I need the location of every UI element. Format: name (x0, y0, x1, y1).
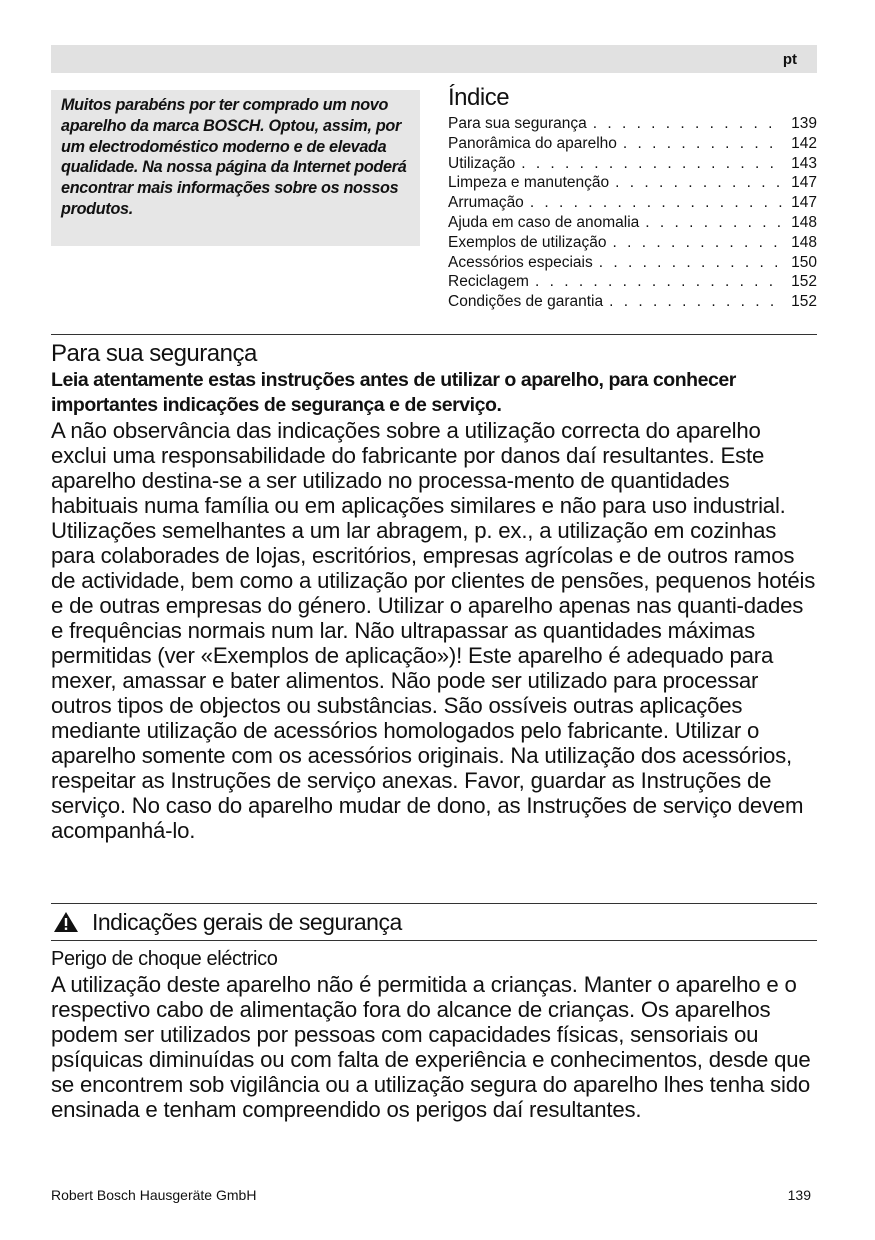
intro-text: Muitos parabéns por ter comprado um novo aparelho da marca BOSCH. Optou, assim, por um electrodoméstico moderno e de elevada qualidade. Na nossa página da Internet poderá encontrar mais informações sobre os nossos produtos. (61, 96, 407, 218)
toc-item-page: 152 (791, 273, 817, 291)
toc-item-page: 139 (791, 115, 817, 132)
footer-page-number: 139 (787, 1187, 811, 1203)
toc-leader-dots (609, 292, 783, 312)
language-code: pt (782, 51, 797, 68)
page-footer (51, 1187, 811, 1203)
toc-item-page: 148 (791, 233, 817, 251)
toc-item-page: 143 (791, 154, 817, 172)
toc-leader-dots (593, 114, 783, 134)
toc-list (448, 114, 817, 312)
toc-item-title: Reciclagem (448, 273, 529, 291)
footer-company: Robert Bosch Hausgeräte GmbH (51, 1187, 257, 1203)
toc-item-title: Ajuda em caso de anomalia (448, 213, 640, 231)
general-safety-heading: Indicações gerais de segurança (92, 908, 402, 935)
toc-item[interactable] (448, 173, 817, 193)
toc-item-page: 150 (791, 253, 817, 271)
toc-item-page: 142 (791, 134, 817, 152)
toc-leader-dots (521, 154, 783, 174)
toc-item[interactable] (448, 272, 817, 292)
toc-item-page: 147 (791, 194, 817, 212)
toc-item[interactable] (448, 134, 817, 154)
electric-shock-body: A utilização deste aparelho não é permitida a crianças. Manter o aparelho e o respectivo cabo de alimentação fora do alcance de crianças. Os aparelhos podem ser utilizados por pessoas com capacidades físicas, sensoriais ou psíquicas diminuídas ou com falta de experiência e conhecimentos, desde que se encontrem sob vigilância ou a utilização segura do aparelho lhes tenha sido ensinada e tenham compreendido os perigos daí resultantes. (51, 972, 811, 1122)
safety-heading: Para sua segurança (51, 340, 257, 367)
divider-line (51, 334, 817, 335)
safety-section (51, 340, 821, 843)
toc-leader-dots (613, 233, 783, 253)
table-of-contents (448, 84, 817, 312)
toc-item[interactable] (448, 114, 817, 134)
toc-item-title: Condições de garantia (448, 293, 604, 311)
toc-leader-dots (615, 173, 783, 193)
toc-item-title: Para sua segurança (448, 115, 587, 132)
toc-leader-dots (645, 213, 783, 233)
toc-item-page: 148 (791, 213, 817, 231)
intro-box (51, 90, 420, 246)
language-bar (51, 45, 817, 73)
toc-item-page: 152 (791, 293, 817, 311)
toc-item-title: Acessórios especiais (448, 253, 593, 271)
toc-leader-dots (599, 253, 783, 273)
toc-item[interactable] (448, 213, 817, 233)
toc-item-title: Utilização (448, 154, 516, 172)
safety-body: A não observância das indicações sobre a utilização correcta do aparelho exclui uma responsabilidade do fabricante por danos daí resultantes. Este aparelho destina-se a ser utilizado no processa-mento de quantidades habituais numa família ou em aplicações similares e não para uso industrial. Utilizações semelhantes a um lar abragem, p. ex., a utilização em cozinhas para colaborades de lojas, escritórios, empresas agrícolas e de outros ramos de actividade, bem como a utilização por clientes de pensões, pequenos hotéis e de outras empresas do género. Utilizar o aparelho apenas nas quanti-dades e frequências normais num lar. Não ultrapassar as quantidades máximas permitidas (ver «Exemplos de aplicação»)! Este aparelho é adequado para mexer, amassar e bater alimentos. Não pode ser utilizado para processar outros tipos de objectos ou substâncias. São ossíveis outras aplicações mediante utilização de acessórios homologados pelo fabricante. Utilizar o aparelho somente com os acessórios originais. Na utilização dos acessórios, respeitar as Instruções de serviço anexas. Favor, guardar as Instruções de serviço. No caso do aparelho mudar de dono, as Instruções de serviço devem acompanhá-lo. (51, 418, 816, 843)
toc-title: Índice (448, 84, 510, 111)
general-safety-header (51, 906, 817, 938)
divider-line (51, 903, 817, 904)
toc-item[interactable] (448, 154, 817, 174)
electric-shock-section (51, 946, 821, 1122)
toc-item[interactable] (448, 292, 817, 312)
warning-icon (53, 911, 79, 933)
toc-item-title: Exemplos de utilização (448, 233, 607, 251)
electric-shock-heading: Perigo de choque eléctrico (51, 948, 278, 970)
toc-leader-dots (530, 193, 783, 213)
safety-lead: Leia atentamente estas instruções antes de utilizar o aparelho, para conhecer importantes indicações de segurança e de serviço. (51, 369, 736, 416)
toc-item-title: Panorâmica do aparelho (448, 134, 617, 152)
toc-item-title: Limpeza e manutenção (448, 174, 610, 192)
toc-item[interactable] (448, 233, 817, 253)
toc-leader-dots (535, 272, 783, 292)
toc-item-page: 147 (791, 174, 817, 192)
toc-item-title: Arrumação (448, 194, 524, 212)
toc-item[interactable] (448, 193, 817, 213)
toc-leader-dots (623, 134, 783, 154)
toc-item[interactable] (448, 253, 817, 273)
divider-line (51, 940, 817, 941)
